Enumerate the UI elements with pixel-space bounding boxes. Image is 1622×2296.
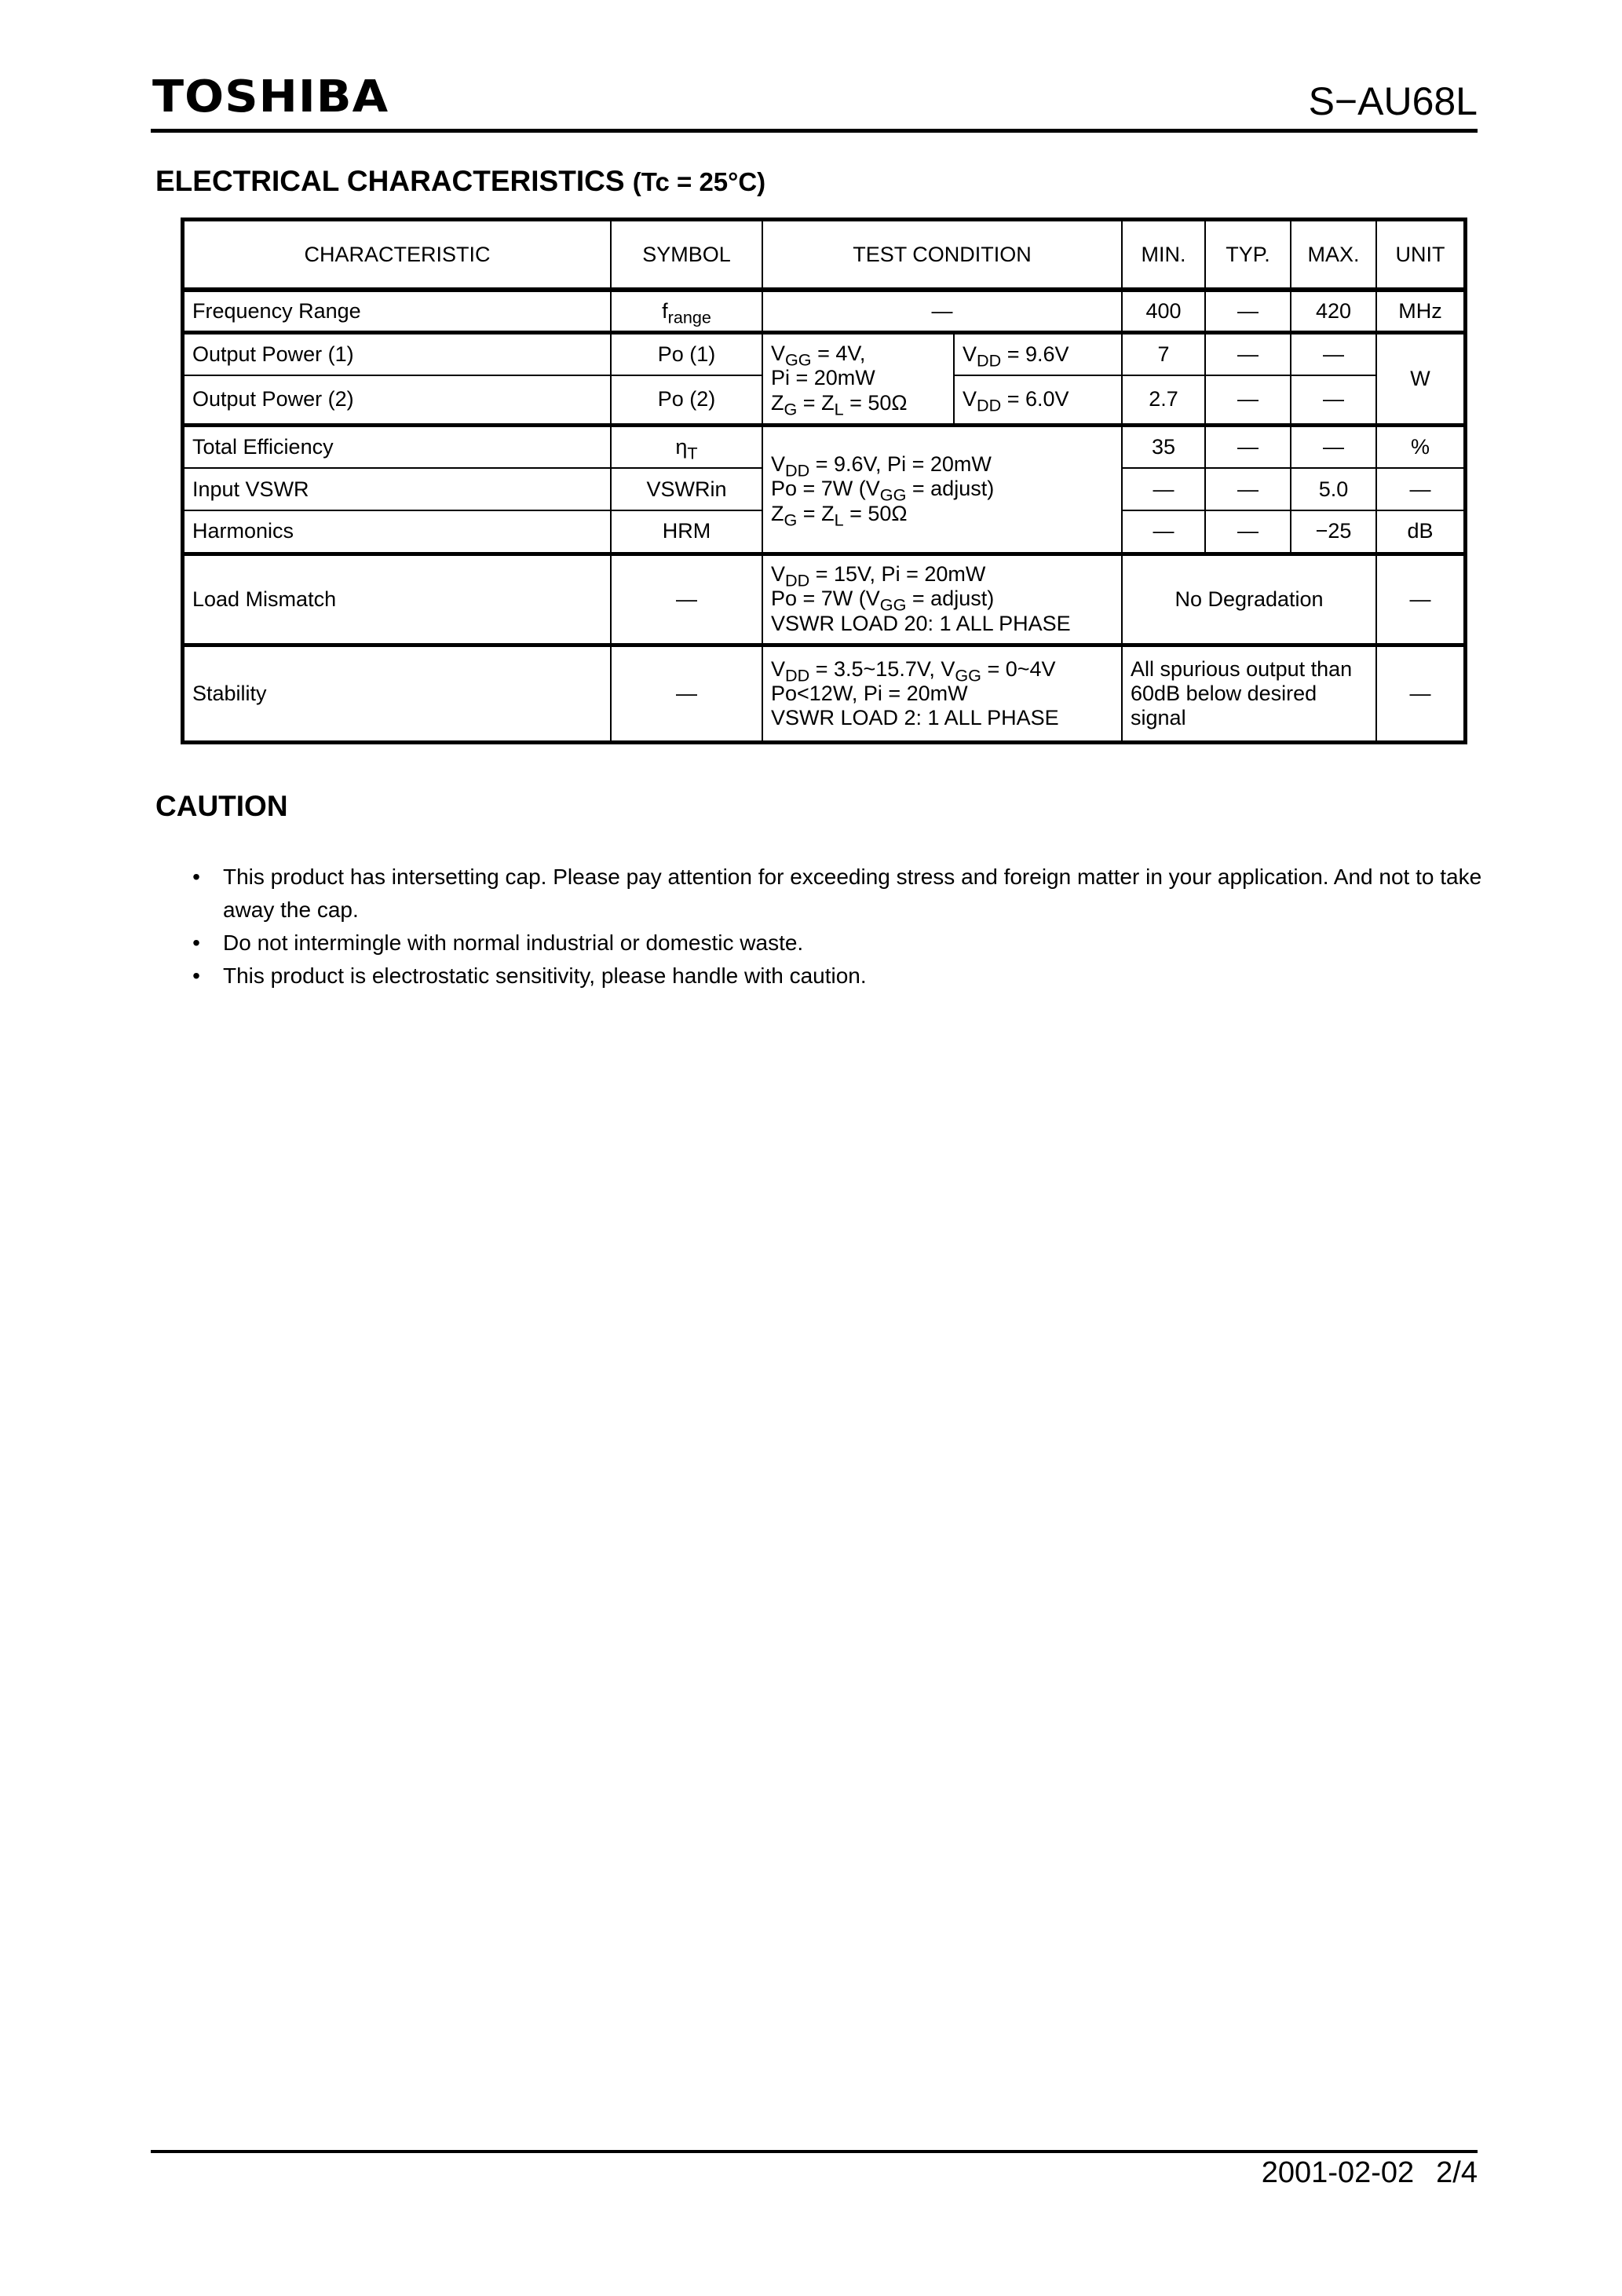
characteristic-cell: Input VSWR bbox=[184, 468, 611, 510]
typ-cell: — bbox=[1205, 425, 1291, 468]
min-cell: 2.7 bbox=[1122, 375, 1205, 425]
caution-title: CAUTION bbox=[155, 790, 288, 822]
test-condition-subcell: $V_{DD} = 6.0V$ bbox=[954, 375, 1122, 425]
table-row bbox=[184, 645, 1464, 741]
unit-cell: W bbox=[1376, 332, 1464, 425]
characteristic-cell: Output Power (1) bbox=[184, 332, 611, 375]
typ-cell: — bbox=[1205, 290, 1291, 332]
caution-list bbox=[188, 861, 1484, 993]
characteristic-cell: Frequency Range bbox=[184, 290, 611, 332]
part-number: S−AU68L bbox=[1308, 79, 1478, 123]
symbol-cell: $f_{range}$ bbox=[611, 290, 762, 332]
symbol-cell: — bbox=[611, 554, 762, 645]
col-header-min: MIN. bbox=[1122, 221, 1205, 290]
symbol-cell: Po (2) bbox=[611, 375, 762, 425]
col-header-typ: TYP. bbox=[1205, 221, 1291, 290]
table-row bbox=[184, 332, 1464, 375]
max-cell: — bbox=[1291, 425, 1376, 468]
unit-cell: — bbox=[1376, 645, 1464, 741]
test-condition-cell: $V_{GG} = 4V$, Pi = 20mW $Z_G = Z_L = 50\Omega$ bbox=[762, 332, 954, 425]
footer bbox=[1262, 2158, 1478, 2188]
unit-cell: dB bbox=[1376, 510, 1464, 554]
symbol-cell: — bbox=[611, 645, 762, 741]
col-header-test-condition: TEST CONDITION bbox=[762, 221, 1122, 290]
electrical-characteristics-table bbox=[183, 220, 1465, 742]
max-cell: — bbox=[1291, 332, 1376, 375]
symbol-cell: Po (1) bbox=[611, 332, 762, 375]
col-header-max: MAX. bbox=[1291, 221, 1376, 290]
min-cell: — bbox=[1122, 510, 1205, 554]
symbol-cell: VSWRin bbox=[611, 468, 762, 510]
result-cell: No Degradation bbox=[1122, 554, 1376, 645]
max-cell: — bbox=[1291, 375, 1376, 425]
min-cell: 400 bbox=[1122, 290, 1205, 332]
unit-cell: MHz bbox=[1376, 290, 1464, 332]
min-cell: — bbox=[1122, 468, 1205, 510]
max-cell: −25 bbox=[1291, 510, 1376, 554]
test-condition-cell: $V_{DD}$ = 3.5~15.7V, $V_{GG}$ = 0~4V Po<12W, Pi = 20mW VSWR LOAD 2: 1 ALL PHASE bbox=[762, 645, 1122, 741]
typ-cell: — bbox=[1205, 375, 1291, 425]
min-cell: 7 bbox=[1122, 332, 1205, 375]
caution-item-text: Do not intermingle with normal industrial or domestic waste. bbox=[223, 930, 804, 955]
section-title-text: ELECTRICAL CHARACTERISTICS bbox=[155, 165, 625, 197]
caution-item bbox=[188, 960, 1484, 993]
characteristic-cell: Output Power (2) bbox=[184, 375, 611, 425]
typ-cell: — bbox=[1205, 468, 1291, 510]
caution-item-text: This product is electrostatic sensitivity, please handle with caution. bbox=[223, 963, 867, 988]
col-header-characteristic: CHARACTERISTIC bbox=[184, 221, 611, 290]
test-condition-cell: — bbox=[762, 290, 1122, 332]
characteristic-cell: Stability bbox=[184, 645, 611, 741]
unit-cell: % bbox=[1376, 425, 1464, 468]
bullet-icon: • bbox=[192, 930, 200, 955]
table-row bbox=[184, 290, 1464, 332]
characteristic-cell: Total Efficiency bbox=[184, 425, 611, 468]
page-number: 2/4 bbox=[1436, 2156, 1478, 2189]
bullet-icon: • bbox=[192, 963, 200, 988]
min-cell: 35 bbox=[1122, 425, 1205, 468]
footer-date: 2001-02-02 bbox=[1261, 2156, 1415, 2189]
result-cell: All spurious output than 60dB below desired signal bbox=[1122, 645, 1376, 741]
footer-rule bbox=[151, 2150, 1478, 2153]
caution-item bbox=[188, 927, 1484, 960]
test-condition-subcell: $V_{DD} = 9.6V$ bbox=[954, 332, 1122, 375]
col-header-symbol: SYMBOL bbox=[611, 221, 762, 290]
characteristic-cell: Load Mismatch bbox=[184, 554, 611, 645]
caution-item-text: This product has intersetting cap. Please pay attention for exceeding stress and foreign matter in your application. And not to take away the cap. bbox=[223, 865, 1482, 922]
section-title-condition: (Tc = 25°C) bbox=[632, 167, 766, 196]
max-cell: 5.0 bbox=[1291, 468, 1376, 510]
unit-cell: — bbox=[1376, 468, 1464, 510]
symbol-cell: HRM bbox=[611, 510, 762, 554]
symbol-cell: $\eta_T$ bbox=[611, 425, 762, 468]
table-row bbox=[184, 425, 1464, 468]
max-cell: 420 bbox=[1291, 290, 1376, 332]
table-header-row bbox=[184, 221, 1464, 290]
toshiba-logo: TOSHIBA bbox=[152, 71, 389, 122]
col-header-unit: UNIT bbox=[1376, 221, 1464, 290]
typ-cell: — bbox=[1205, 332, 1291, 375]
characteristic-cell: Harmonics bbox=[184, 510, 611, 554]
unit-cell: — bbox=[1376, 554, 1464, 645]
typ-cell: — bbox=[1205, 510, 1291, 554]
caution-item bbox=[188, 861, 1484, 927]
table-row bbox=[184, 554, 1464, 645]
bullet-icon: • bbox=[192, 865, 200, 889]
header-rule bbox=[151, 129, 1478, 133]
electrical-characteristics-title bbox=[155, 166, 765, 196]
test-condition-cell: $V_{DD} = 15V$, Pi = 20mW Po = 7W ($V_{GG}$ = adjust) VSWR LOAD 20: 1 ALL PHASE bbox=[762, 554, 1122, 645]
test-condition-cell: $V_{DD} = 9.6V$, Pi = 20mW Po = 7W ($V_{GG}$ = adjust) $Z_G = Z_L = 50\Omega$ bbox=[762, 425, 1122, 554]
